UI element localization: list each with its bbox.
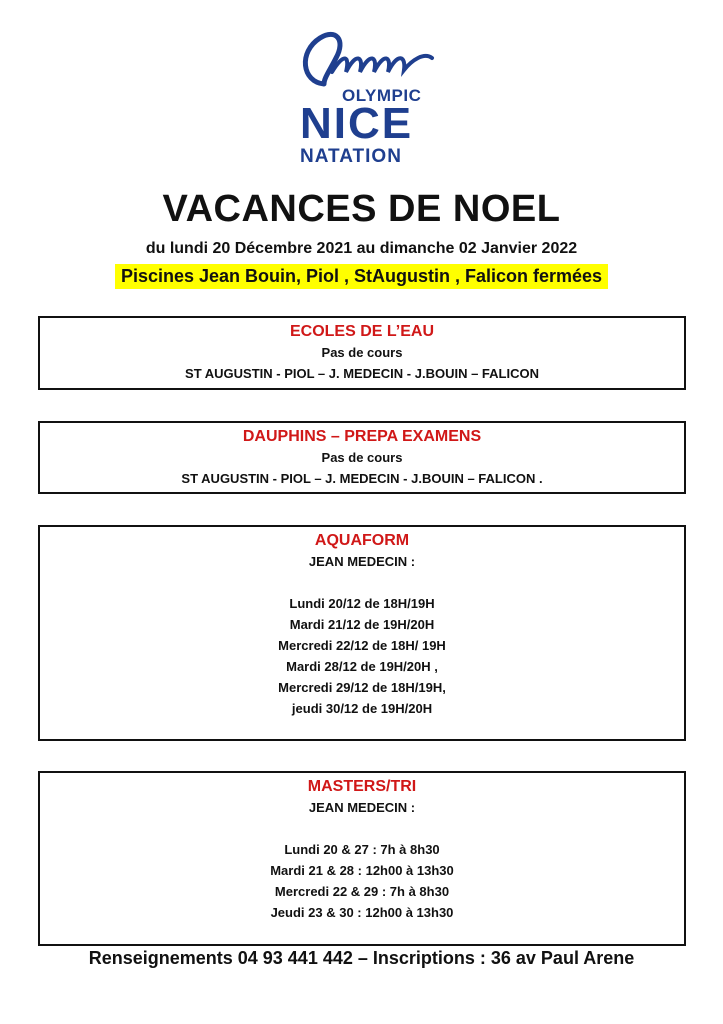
section-aquaform [38, 525, 686, 741]
pool-name: JEAN MEDECIN : [308, 554, 416, 569]
page-title: VACANCES DE NOEL [162, 188, 561, 230]
section-heading: ECOLES DE L’EAU [289, 323, 435, 340]
schedule-line: Lundi 20 & 27 : 7h à 8h30 [284, 842, 440, 857]
section-line: Pas de cours [321, 345, 403, 360]
swimmer-wave-icon [284, 22, 442, 92]
schedule-line: Mercredi 22 & 29 : 7h à 8h30 [274, 884, 450, 899]
section-heading: DAUPHINS – PREPA EXAMENS [242, 428, 482, 445]
schedule-line: Mardi 21/12 de 19H/20H [289, 617, 435, 632]
date-range: du lundi 20 Décembre 2021 au dimanche 02 Janvier 2022 [145, 240, 578, 257]
section-line: Pas de cours [321, 450, 403, 465]
section-dauphins [38, 421, 686, 494]
schedule-line: jeudi 30/12 de 19H/20H [291, 701, 433, 716]
section-heading: AQUAFORM [314, 532, 410, 549]
schedule-line: Mercredi 29/12 de 18H/19H, [278, 680, 446, 695]
logo-line-nice: NICE [300, 99, 414, 148]
pool-name: JEAN MEDECIN : [308, 800, 416, 815]
section-line: ST AUGUSTIN - PIOL – J. MEDECIN - J.BOUIN – FALICON [185, 366, 539, 381]
club-logo [284, 22, 442, 170]
footer-contact: Renseignements 04 93 441 442 – Inscriptions : 36 av Paul Arene [88, 948, 635, 968]
schedule-line: Mercredi 22/12 de 18H/ 19H [278, 638, 446, 653]
logo-line-olympic: OLYMPIC [342, 86, 422, 105]
schedule-line: Mardi 21 & 28 : 12h00 à 13h30 [270, 863, 454, 878]
section-line: ST AUGUSTIN - PIOL – J. MEDECIN - J.BOUIN – FALICON . [181, 471, 543, 486]
schedule-line: Jeudi 23 & 30 : 12h00 à 13h30 [270, 905, 454, 920]
closure-notice: Piscines Jean Bouin, Piol , StAugustin , Falicon fermées [115, 264, 608, 289]
section-ecoles-de-l-eau [38, 316, 686, 390]
section-heading: MASTERS/TRI [307, 778, 417, 795]
section-masters-tri [38, 771, 686, 946]
schedule-line: Mardi 28/12 de 19H/20H , [286, 659, 438, 674]
logo-line-natation: NATATION [300, 146, 402, 167]
schedule-line: Lundi 20/12 de 18H/19H [289, 596, 435, 611]
